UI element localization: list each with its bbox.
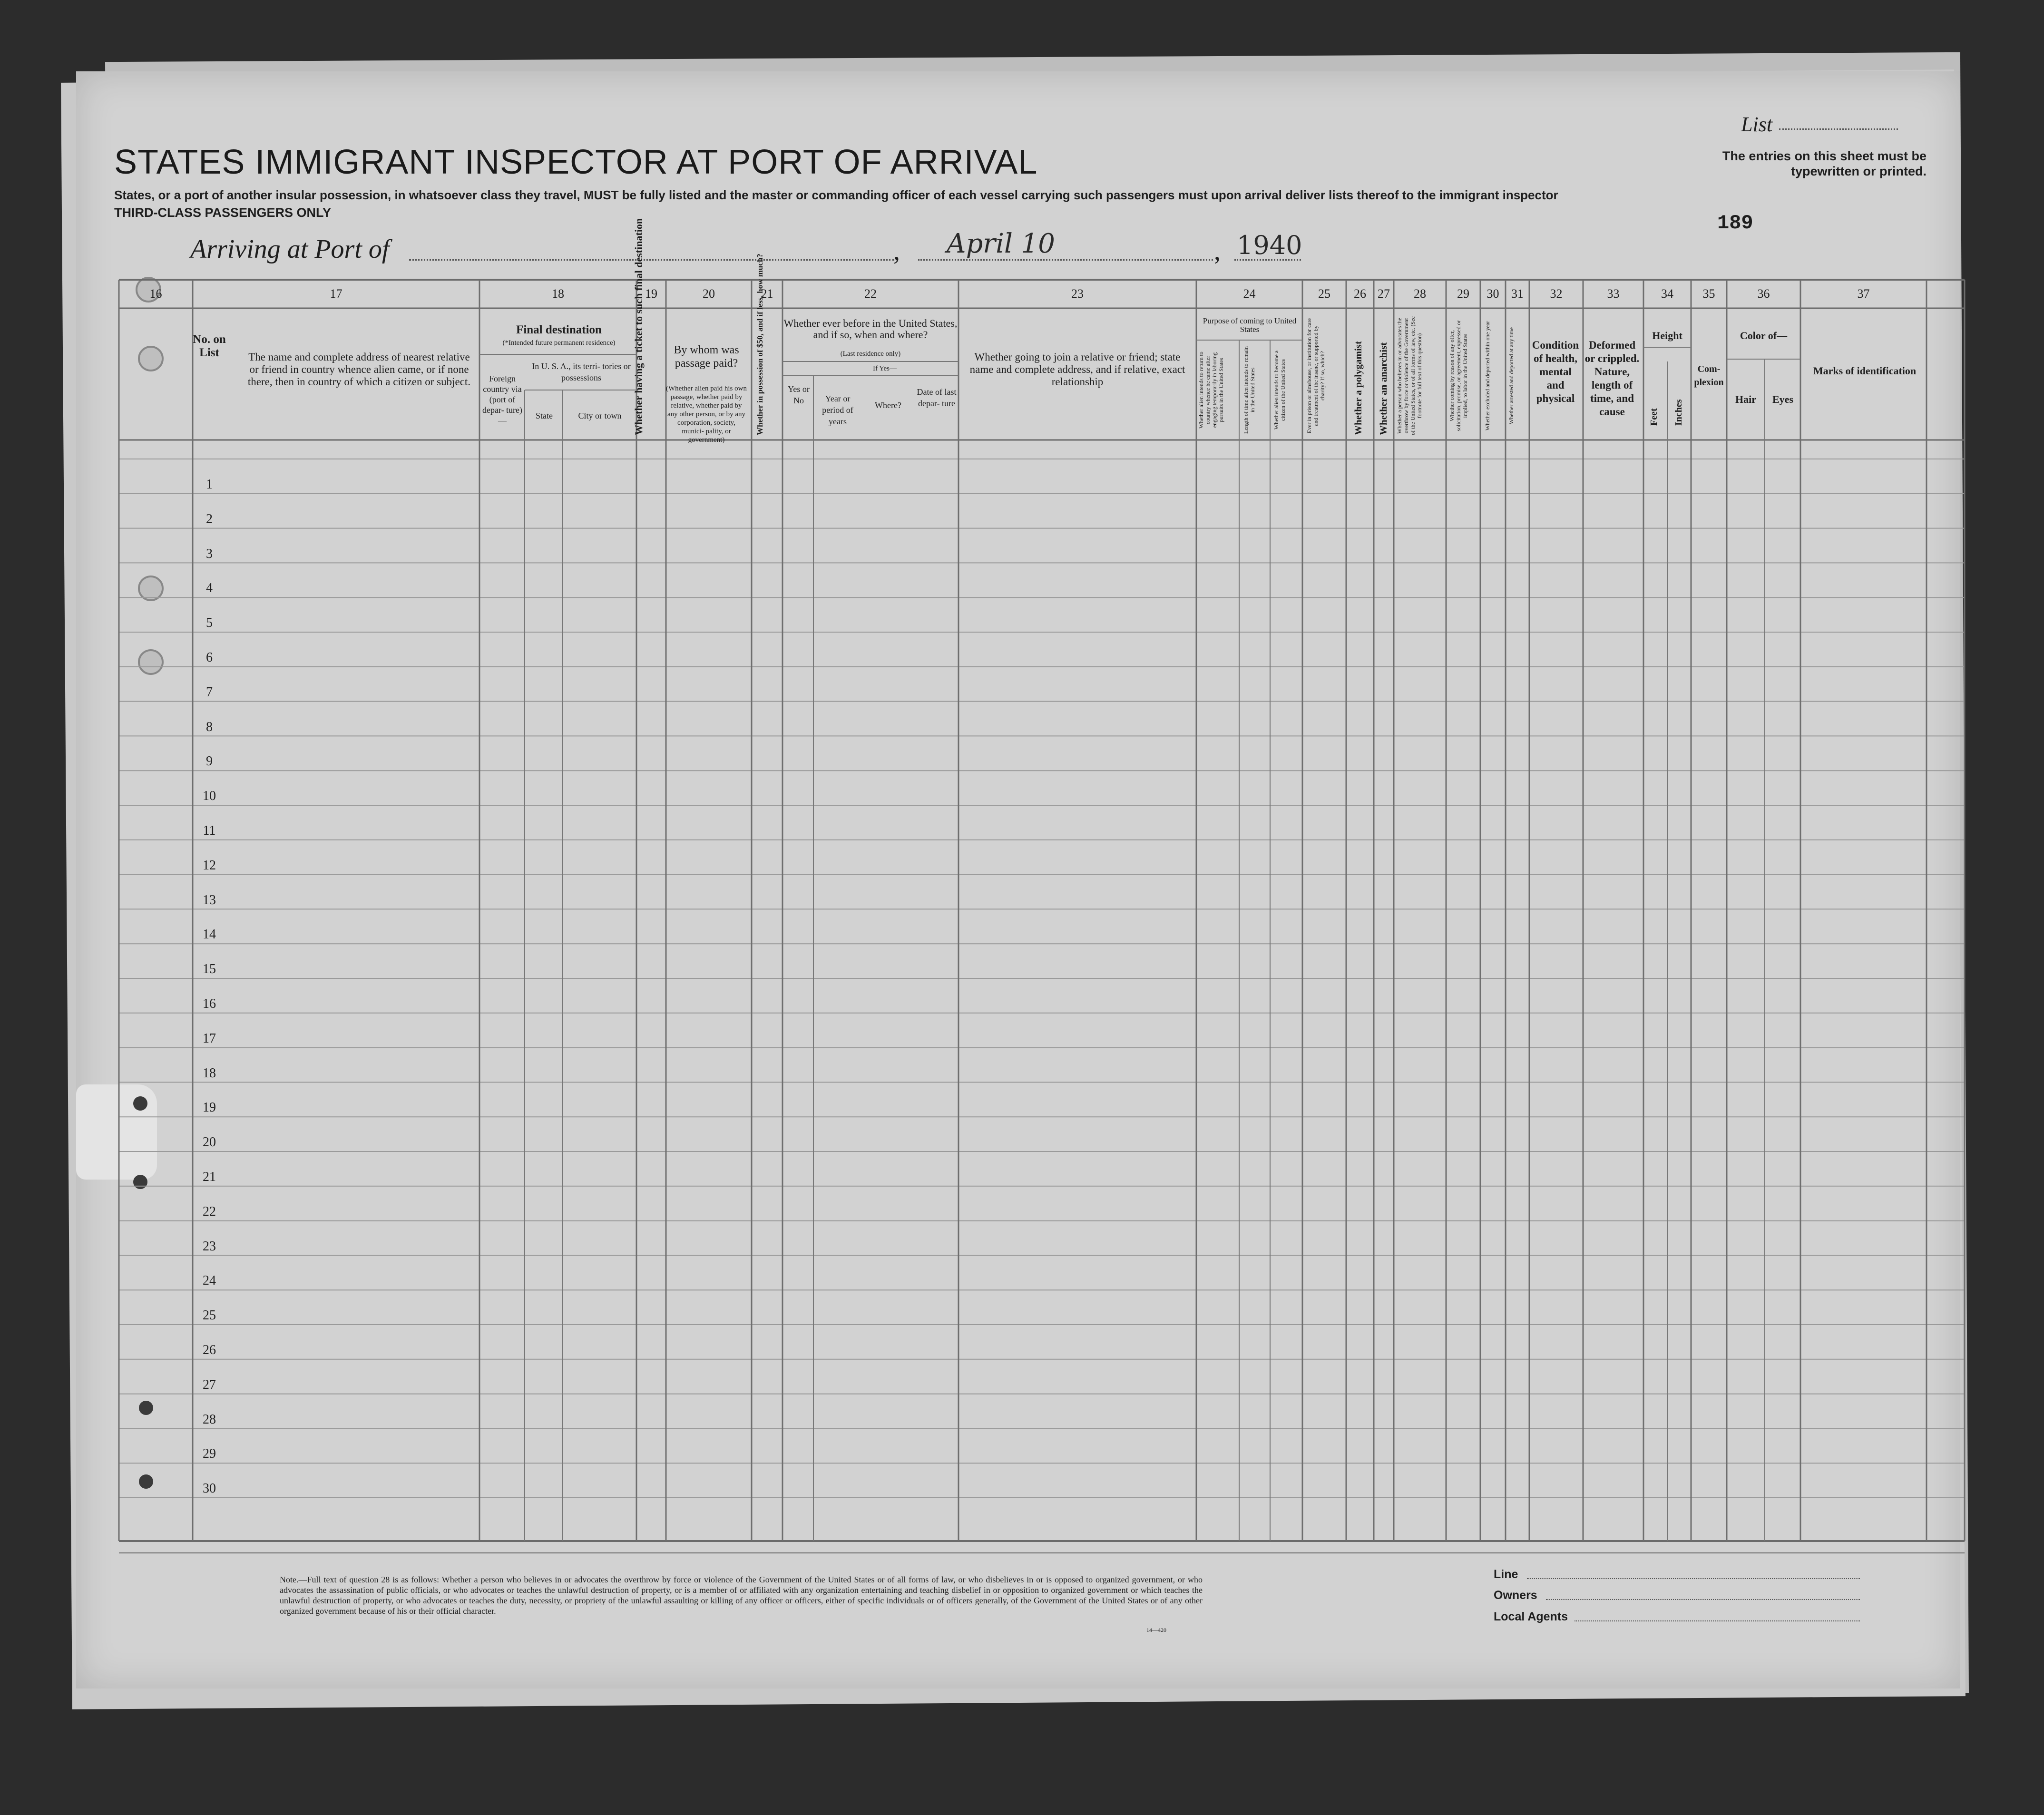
col22-note: (Last residence only) [840,350,901,358]
row-number: 5 [206,615,213,631]
col20-note: (Whether alien paid his own passage, whether paid by relative, whether paid by any other person, or by any corporation, society, munici- pality, or government) [666,385,747,444]
line-label: Line [1494,1568,1518,1581]
column-number: 29 [1457,287,1469,301]
arrival-date: April 10 [947,228,1055,259]
row-number: 8 [206,719,213,734]
row-number: 17 [203,1031,216,1046]
col25-header: Ever in prison or almshouse, or institution for care and treatment of the insane, or supported by charity? If so, which? [1306,318,1326,434]
col19-header: Whether having a ticket to such final destination [633,218,645,435]
column-number: 22 [864,287,877,301]
column-number: 37 [1857,287,1870,301]
col24-return: Whether alien intends to return to country whence he came after engaging temporarily in laboring pursuits in the United States [1198,351,1224,429]
form-code: 14—420 [1146,1627,1166,1633]
col24-length: Length of time alien intends to remain in the United States [1242,346,1256,434]
header-instructions: States, or a port of another insular possession, in whatsoever class they travel, MUST be fully listed and the master or commanding officer of each vessel carrying such passengers must upon arrival deliver lists thereof to the immigrant inspector [114,188,1558,202]
row-number: 25 [203,1308,216,1323]
row-number: 4 [206,581,213,596]
arrival-year: 1940 [1237,230,1302,260]
col16-header: No. on List [193,333,226,359]
row-number: 3 [206,546,213,561]
col20-title: By whom was passage paid? [674,344,739,370]
col32-header: Condition of health, mental and physical [1532,339,1579,404]
column-number: 32 [1550,287,1563,301]
column-number: 34 [1661,287,1673,301]
line-field [1527,1578,1860,1579]
column-number: 17 [330,287,342,301]
col36-hair: Hair [1735,393,1756,405]
row-number: 14 [203,927,216,942]
col22-yesno: Yes or No [788,384,810,405]
col34-feet: Feet [1649,408,1659,426]
column-number: 25 [1318,287,1330,301]
col29-header: Whether coming by reason of any offer, solicitation, promise, or agreement, expressed or implied, to labor in the United States [1448,320,1468,431]
row-number: 22 [203,1204,216,1219]
col24-title: Purpose of coming to United States [1203,316,1297,334]
col37-header: Marks of identification [1813,365,1917,377]
col22-where: Where? [875,400,901,410]
col17-header: The name and complete address of nearest relative or friend in country whence alien came, or if none there, then in country of which a citizen or subject. [247,351,471,388]
row-number: 15 [203,962,216,977]
column-number: 27 [1378,287,1390,301]
col23-header: Whether going to join a relative or friend; state name and complete address, and if relative, exact relationship [969,351,1185,388]
column-number: 36 [1757,287,1770,301]
sheet-number: 189 [1717,212,1753,234]
row-number: 1 [206,477,213,492]
row-number: 20 [203,1135,216,1150]
column-number: 30 [1487,287,1499,301]
col24-citizen: Whether alien intends to become a citizen of the United States [1273,350,1286,430]
column-number: 33 [1607,287,1620,301]
column-number: 26 [1354,287,1366,301]
col22-title: Whether ever before in the United States, and if so, when and where? [783,317,958,341]
col36-title: Color of— [1740,330,1788,342]
local-agents-field [1575,1620,1860,1621]
row-number: 11 [203,823,216,838]
row-number: 7 [206,684,213,700]
column-number: 19 [645,287,657,301]
col26-header: Whether a polygamist [1352,341,1364,435]
col22-date: Date of last depar- ture [917,387,957,408]
column-number: 18 [552,287,564,301]
entries-note: The entries on this sheet must be typewritten or printed. [1722,149,1927,178]
row-number: 9 [206,754,213,769]
separator: , [893,236,900,266]
col27-header: Whether an anarchist [1378,342,1389,435]
row-number: 30 [203,1481,216,1496]
row-number: 23 [203,1239,216,1254]
col18-state: State [536,411,553,420]
col31-header: Whether arrested and deported at any time [1508,327,1515,424]
col22-ifyes: If Yes— [872,365,897,372]
col18-usa: In U. S. A., its terri- tories or possessions [532,361,631,382]
row-number: 26 [203,1343,216,1357]
col35-header: Com- plexion [1694,364,1724,388]
column-number: 21 [761,287,773,301]
row-number: 29 [203,1446,216,1462]
arriving-port-label: Arriving at Port of [190,234,390,264]
local-agents-label: Local Agents [1494,1610,1568,1623]
column-number: 28 [1414,287,1426,301]
col18-title: Final destination [516,323,602,336]
page-title: STATES IMMIGRANT INSPECTOR AT PORT OF ARRIVAL [114,143,1038,181]
column-number: 16 [149,287,162,301]
column-number: 23 [1071,287,1084,301]
row-number: 16 [203,996,216,1011]
col34-inches: Inches [1673,399,1684,426]
col33-header: Deformed or crippled. Nature, length of time, and cause [1584,339,1640,418]
row-number: 21 [203,1170,216,1184]
owners-label: Owners [1494,1589,1537,1602]
column-number: 20 [703,287,715,301]
separator: , [1214,236,1221,266]
col18-foreign: Foreign country via (port of depar- ture)— [482,374,523,425]
col36-eyes: Eyes [1772,393,1793,405]
row-number: 27 [203,1377,216,1392]
col30-header: Whether excluded and deported within one year [1484,321,1491,431]
list-label: List [1741,113,1773,136]
row-number: 24 [203,1273,216,1288]
row-number: 10 [203,789,216,804]
col21-header: Whether in possession of $50, and if less, how much? [755,254,764,435]
row-number: 28 [203,1412,216,1427]
col28-header: Whether a person who believes in or advocates the overthrow by force or violence of the Government of the United States, or of all forms of law, etc. (See footnote for full text of this question) [1396,316,1423,435]
col18-city: City or town [578,411,622,420]
row-number: 12 [203,858,216,873]
row-number: 2 [206,511,213,527]
column-number: 31 [1511,287,1524,301]
footnote-question-28: Note.—Full text of question 28 is as follows: Whether a person who believes in or advocates the overthrow by force or violence of the Government of the United States or of all forms of law, or who disbelieves in or is opposed to organized government, or who advocates the assassination of public officials, or who advocates or teaches the unlawful destruction of property, or is a member of or affiliated with any organization entertaining and teaching disbelief in or opposition to organized government or which teaches the unlawful destruction of property, or who advocates or teaches the duty, necessity, or propriety of the unlawful assaulting or killing of any officer or officers, either of specific individuals or of officers generally, of the Government of the United States or of any other organized government because of his or their official character. [280,1575,1203,1616]
col22-year: Year or period of years [822,394,853,426]
row-number: 19 [203,1100,216,1115]
row-number: 13 [203,892,216,908]
column-number: 35 [1702,287,1715,301]
col34-title: Height [1652,330,1682,342]
row-number: 6 [206,650,213,665]
column-number: 24 [1243,287,1256,301]
passenger-class: THIRD-CLASS PASSENGERS ONLY [114,205,332,220]
col18-note: (*Intended future permanent residence) [502,339,616,347]
owners-field [1546,1599,1860,1600]
row-number: 18 [203,1065,216,1081]
